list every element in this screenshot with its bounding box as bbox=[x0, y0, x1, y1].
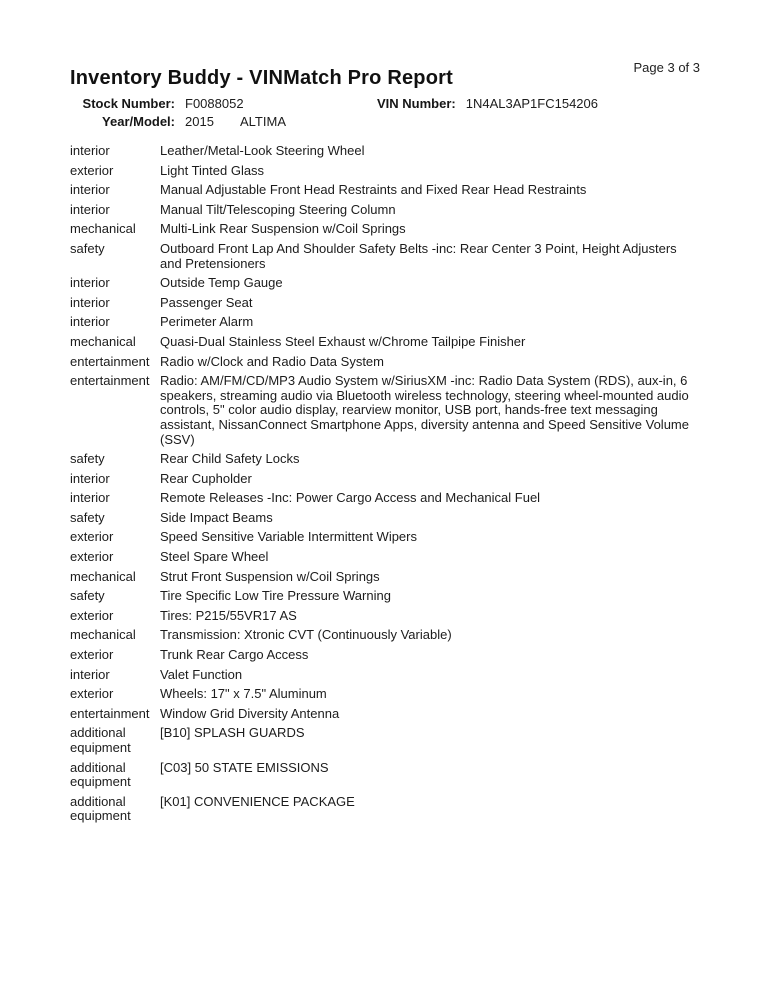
feature-description: Tire Specific Low Tire Pressure Warning bbox=[160, 588, 391, 604]
feature-description: Outside Temp Gauge bbox=[160, 275, 283, 291]
feature-description: Radio w/Clock and Radio Data System bbox=[160, 353, 384, 369]
feature-row bbox=[70, 707, 700, 722]
feature-row bbox=[70, 795, 700, 824]
feature-category: interior bbox=[70, 201, 110, 217]
features-table bbox=[70, 144, 700, 824]
feature-category: entertainment bbox=[70, 353, 150, 369]
feature-row bbox=[70, 570, 700, 585]
feature-category: mechanical bbox=[70, 568, 136, 584]
feature-category: interior bbox=[70, 294, 110, 310]
stock-number-label: Stock Number: bbox=[82, 96, 175, 111]
feature-description: Wheels: 17" x 7.5" Aluminum bbox=[160, 686, 327, 702]
feature-row bbox=[70, 335, 700, 350]
feature-category: exterior bbox=[70, 162, 114, 178]
feature-row bbox=[70, 628, 700, 643]
feature-row bbox=[70, 452, 700, 467]
feature-row bbox=[70, 276, 700, 291]
feature-description: Manual Adjustable Front Head Restraints and Fixed Rear Head Restraints bbox=[160, 182, 587, 198]
feature-row bbox=[70, 687, 700, 702]
feature-row bbox=[70, 183, 700, 198]
feature-description: Steel Spare Wheel bbox=[160, 549, 269, 565]
feature-description: [C03] 50 STATE EMISSIONS bbox=[160, 759, 329, 775]
feature-category: interior bbox=[70, 666, 110, 682]
feature-category: interior bbox=[70, 490, 110, 506]
feature-row bbox=[70, 315, 700, 330]
feature-category: interior bbox=[70, 143, 110, 158]
vin-number-value: 1N4AL3AP1FC154206 bbox=[465, 96, 598, 111]
feature-row bbox=[70, 589, 700, 604]
feature-description: Rear Cupholder bbox=[160, 470, 252, 486]
feature-description: Multi-Link Rear Suspension w/Coil Springs bbox=[160, 221, 406, 237]
feature-row bbox=[70, 472, 700, 487]
feature-category: mechanical bbox=[70, 333, 136, 349]
feature-category: exterior bbox=[70, 686, 114, 702]
feature-description: Radio: AM/FM/CD/MP3 Audio System w/SiriusXM -inc: Radio Data System (RDS), aux-in, 6 speakers, streaming audio via Bluetooth wireless technology, steering wheel-mounted audio controls, 5" color audio display, rearview monitor, USB port, hands-free text messaging assistant, NissanConnect Smartphone Apps, diversity antenna and Speed Sensitive Volume (SSV) bbox=[160, 373, 689, 447]
feature-category: safety bbox=[70, 509, 105, 525]
vin-number-label: VIN Number: bbox=[377, 96, 456, 111]
feature-description: [K01] CONVENIENCE PACKAGE bbox=[160, 793, 355, 809]
feature-category: additional equipment bbox=[70, 793, 131, 824]
feature-description: Transmission: Xtronic CVT (Continuously Variable) bbox=[160, 627, 452, 643]
vin-group bbox=[377, 95, 598, 113]
feature-description: Leather/Metal-Look Steering Wheel bbox=[160, 143, 365, 158]
feature-row bbox=[70, 355, 700, 370]
feature-category: exterior bbox=[70, 647, 114, 663]
feature-row bbox=[70, 242, 700, 271]
feature-category: mechanical bbox=[70, 627, 136, 643]
feature-description: Tires: P215/55VR17 AS bbox=[160, 607, 297, 623]
feature-description: [B10] SPLASH GUARDS bbox=[160, 725, 305, 741]
year-value: 2015 bbox=[185, 114, 214, 129]
stock-number-value: F0088052 bbox=[185, 96, 244, 111]
feature-description: Rear Child Safety Locks bbox=[160, 451, 300, 467]
feature-row bbox=[70, 144, 700, 159]
feature-row bbox=[70, 530, 700, 545]
feature-row bbox=[70, 668, 700, 683]
feature-row bbox=[70, 164, 700, 179]
feature-row bbox=[70, 648, 700, 663]
model-value: ALTIMA bbox=[240, 114, 286, 129]
feature-description: Trunk Rear Cargo Access bbox=[160, 647, 309, 663]
feature-category: interior bbox=[70, 470, 110, 486]
feature-description: Valet Function bbox=[160, 666, 243, 682]
feature-description: Side Impact Beams bbox=[160, 509, 273, 525]
feature-row bbox=[70, 550, 700, 565]
feature-row bbox=[70, 761, 700, 790]
feature-category: additional equipment bbox=[70, 725, 131, 755]
feature-description: Speed Sensitive Variable Intermittent Wipers bbox=[160, 529, 417, 545]
feature-category: safety bbox=[70, 240, 105, 256]
feature-description: Perimeter Alarm bbox=[160, 314, 254, 330]
year-model-row bbox=[70, 113, 700, 131]
feature-category: entertainment bbox=[70, 705, 150, 721]
year-model-label: Year/Model: bbox=[102, 114, 175, 129]
feature-description: Light Tinted Glass bbox=[160, 162, 265, 178]
report-header bbox=[70, 60, 700, 90]
feature-category: entertainment bbox=[70, 373, 150, 389]
feature-row bbox=[70, 511, 700, 526]
feature-category: mechanical bbox=[70, 221, 136, 237]
feature-category: interior bbox=[70, 314, 110, 330]
feature-row bbox=[70, 374, 700, 447]
feature-description: Passenger Seat bbox=[160, 294, 253, 310]
feature-category: interior bbox=[70, 275, 110, 291]
feature-row bbox=[70, 609, 700, 624]
feature-row bbox=[70, 222, 700, 237]
feature-description: Quasi-Dual Stainless Steel Exhaust w/Chrome Tailpipe Finisher bbox=[160, 333, 526, 349]
page-number: Page 3 of 3 bbox=[633, 60, 700, 75]
vehicle-meta bbox=[70, 95, 700, 131]
feature-description: Window Grid Diversity Antenna bbox=[160, 705, 340, 721]
feature-category: safety bbox=[70, 451, 105, 467]
feature-description: Manual Tilt/Telescoping Steering Column bbox=[160, 201, 396, 217]
feature-row bbox=[70, 726, 700, 755]
feature-category: additional equipment bbox=[70, 759, 131, 790]
feature-category: interior bbox=[70, 182, 110, 198]
feature-row bbox=[70, 296, 700, 311]
stock-vin-row bbox=[70, 95, 700, 113]
feature-category: exterior bbox=[70, 549, 114, 565]
feature-category: safety bbox=[70, 588, 105, 604]
feature-row bbox=[70, 491, 700, 506]
feature-description: Outboard Front Lap And Shoulder Safety Belts -inc: Rear Center 3 Point, Height Adjusters and Pretensioners bbox=[160, 240, 677, 271]
feature-category: exterior bbox=[70, 529, 114, 545]
feature-description: Remote Releases -Inc: Power Cargo Access and Mechanical Fuel bbox=[160, 490, 541, 506]
feature-row bbox=[70, 203, 700, 218]
feature-description: Strut Front Suspension w/Coil Springs bbox=[160, 568, 380, 584]
feature-category: exterior bbox=[70, 607, 114, 623]
page-title: Inventory Buddy - VINMatch Pro Report bbox=[70, 67, 453, 89]
